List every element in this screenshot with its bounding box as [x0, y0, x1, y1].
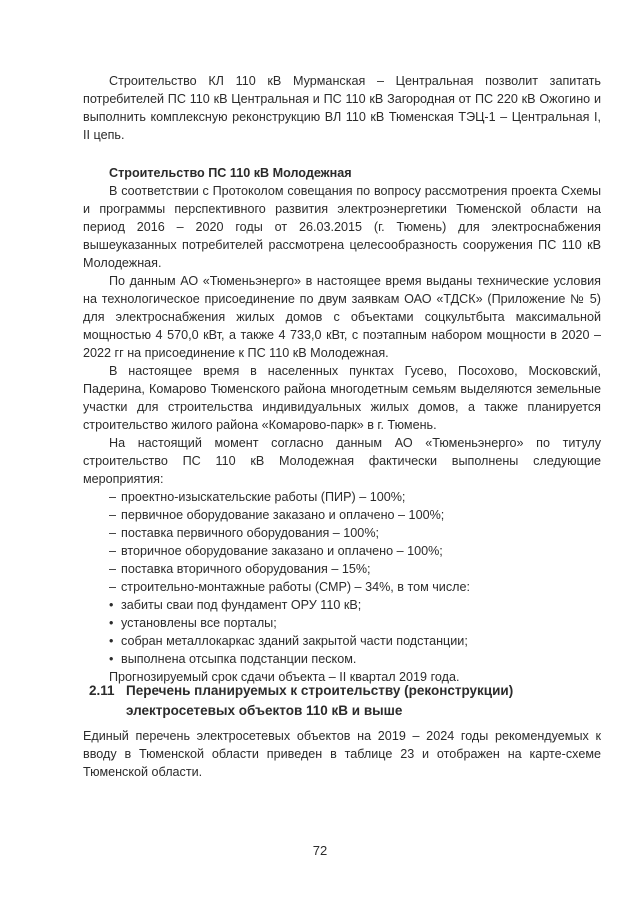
intro-block [83, 72, 601, 144]
dash-mark: – [109, 526, 117, 540]
intro-paragraph: Строительство КЛ 110 кВ Мурманская – Центральная позволит запитать потребителей ПС 110 кВ Центральная и ПС 110 кВ Загородная от ПС 220 кВ Ожогино и выполнить комплексную реконструкцию ВЛ 110 кВ Тюменская ТЭЦ-1 – Центральная I, II цепь. [83, 74, 601, 142]
bullet-mark: • [109, 598, 114, 612]
dash-mark: – [109, 562, 117, 576]
list-item: – строительно-монтажные работы (СМР) – 34%, в том числе: [109, 580, 470, 594]
measures-list [83, 488, 601, 668]
paragraph: На настоящий момент согласно данным АО «Тюменьэнерго» по титулу строительство ПС 110 кВ Молодежная фактически выполнены следующие мероприятия: [83, 436, 601, 486]
dash-mark: – [109, 490, 117, 504]
list-item: • забиты сваи под фундамент ОРУ 110 кВ; [109, 598, 362, 612]
section-heading [89, 681, 559, 721]
completion-date: Прогнозируемый срок сдачи объекта – II квартал 2019 года. [109, 670, 460, 684]
closing-block [83, 727, 601, 781]
list-item: – первичное оборудование заказано и оплачено – 100%; [109, 508, 445, 522]
section-number: 2.11 [89, 683, 115, 698]
list-item: – вторичное оборудование заказано и оплачено – 100%; [109, 544, 443, 558]
list-item: – поставка вторичного оборудования – 15%; [109, 562, 371, 576]
list-item: • установлены все порталы; [109, 616, 277, 630]
paragraph: В настоящее время в населенных пунктах Гусево, Посохово, Московский, Падерина, Комарово Тюменского района многодетным семьям выделяются земельные участки для строительства индивидуальных жилых домов, а также планируется строительство жилого района «Комарово-парк» в г. Тюмень. [83, 364, 601, 432]
subsection-title: Строительство ПС 110 кВ Молодежная [109, 166, 352, 180]
dash-mark: – [109, 580, 117, 594]
list-item: – проектно-изыскательские работы (ПИР) – 100%; [109, 490, 406, 504]
bullet-mark: • [109, 652, 114, 666]
list-item: • собран металлокаркас зданий закрытой части подстанции; [109, 634, 468, 648]
paragraph: По данным АО «Тюменьэнерго» в настоящее время выданы технические условия на технологическое присоединение по двум заявкам ОАО «ТДСК» (Приложение № 5) для электроснабжения жилых домов с объектами соцкультбыта максимальной мощностью 4 570,0 кВт, а также 4 733,0 кВт, с поэтапным набором мощности в 2020 – 2022 гг на присоединение к ПС 110 кВ Молодежная. [83, 274, 601, 360]
subsection-block [83, 164, 601, 686]
bullet-mark: • [109, 616, 114, 630]
paragraph: В соответствии с Протоколом совещания по вопросу рассмотрения проекта Схемы и программы перспективного развития электроэнергетики Тюменской области на период 2016 – 2020 годы от 26.03.2015 (г. Тюмень) для электроснабжения вышеуказанных потребителей рассмотрена целесообразность сооружения ПС 110 кВ Молодежная. [83, 184, 601, 270]
page-number: 72 [312, 843, 328, 858]
list-item: • выполнена отсыпка подстанции песком. [109, 652, 357, 666]
section-title: Перечень планируемых к строительству (реконструкции) электросетевых объектов 110 кВ и выше [126, 683, 514, 718]
closing-paragraph: Единый перечень электросетевых объектов на 2019 – 2024 годы рекомендуемых к вводу в Тюменской области приведен в таблице 23 и отображен на карте-схеме Тюменской области. [83, 729, 601, 779]
bullet-mark: • [109, 634, 114, 648]
dash-mark: – [109, 544, 117, 558]
dash-mark: – [109, 508, 117, 522]
list-item: – поставка первичного оборудования – 100%; [109, 526, 380, 540]
